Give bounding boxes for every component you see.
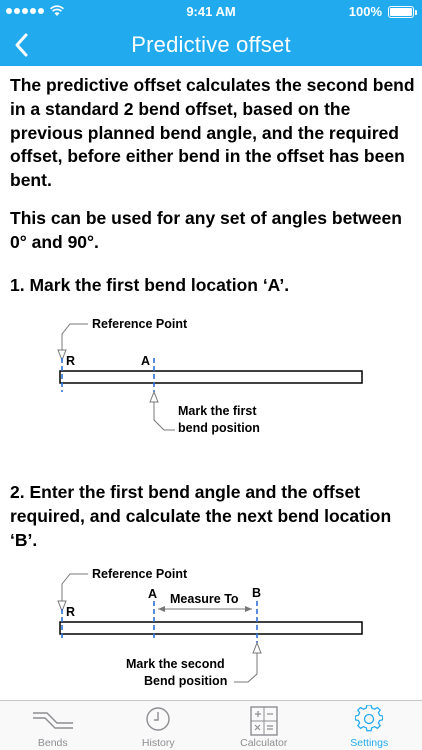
- reference-point-label-2: Reference Point: [92, 567, 188, 581]
- angle-range-paragraph: This can be used for any set of angles between 0° and 90°.: [10, 208, 402, 252]
- mark-second-bend-line2: Bend position: [144, 674, 228, 688]
- step-two-heading: 2. Enter the first bend angle and the offset required, and calculate the next bend location ‘B’.: [10, 482, 392, 550]
- clock-icon: [144, 705, 172, 733]
- mark-second-bend-line1: Mark the second: [126, 657, 225, 671]
- mark-first-bend-line2: bend position: [178, 421, 260, 435]
- tab-bends[interactable]: [0, 701, 106, 750]
- battery-percentage: 100%: [348, 4, 382, 19]
- mark-first-bend-line1: Mark the first: [178, 404, 257, 418]
- tab-history-label: History: [141, 737, 175, 749]
- first-bend-diagram: [0, 310, 422, 450]
- tab-history[interactable]: [106, 701, 212, 750]
- tab-bar: [0, 700, 422, 750]
- status-bar: [0, 0, 422, 24]
- pipe-bar: [60, 371, 362, 383]
- tab-calculator[interactable]: [211, 701, 317, 750]
- page-title: Predictive offset: [131, 32, 291, 57]
- step-one-heading: 1. Mark the first bend location ‘A’.: [10, 275, 290, 295]
- tab-calculator-label: Calculator: [240, 737, 288, 749]
- point-r-label-2: R: [66, 605, 76, 619]
- navigation-bar: [0, 24, 422, 66]
- intro-paragraph: The predictive offset calculates the second bend in a standard 2 bend offset, based on the previous planned bend angle, and the required offset, before either bend in the offset has been bent.: [10, 75, 415, 191]
- measure-to-label: Measure To: [170, 592, 239, 606]
- reference-point-label: Reference Point: [92, 317, 188, 331]
- point-a-label: A: [141, 354, 151, 368]
- point-a-label-2: A: [148, 587, 158, 601]
- calculator-icon: [249, 705, 279, 737]
- second-bend-diagram: [0, 561, 422, 701]
- bends-icon: [31, 705, 75, 733]
- tab-settings-label: Settings: [350, 737, 389, 749]
- tab-bends-label: Bends: [37, 737, 68, 749]
- point-b-label-2: B: [252, 586, 262, 600]
- gear-icon: [355, 705, 383, 733]
- battery-icon: [388, 6, 414, 18]
- point-r-label: R: [66, 354, 76, 368]
- pipe-bar-2: [60, 622, 362, 634]
- tab-settings[interactable]: [317, 701, 422, 750]
- status-time: 9:41 AM: [186, 4, 236, 19]
